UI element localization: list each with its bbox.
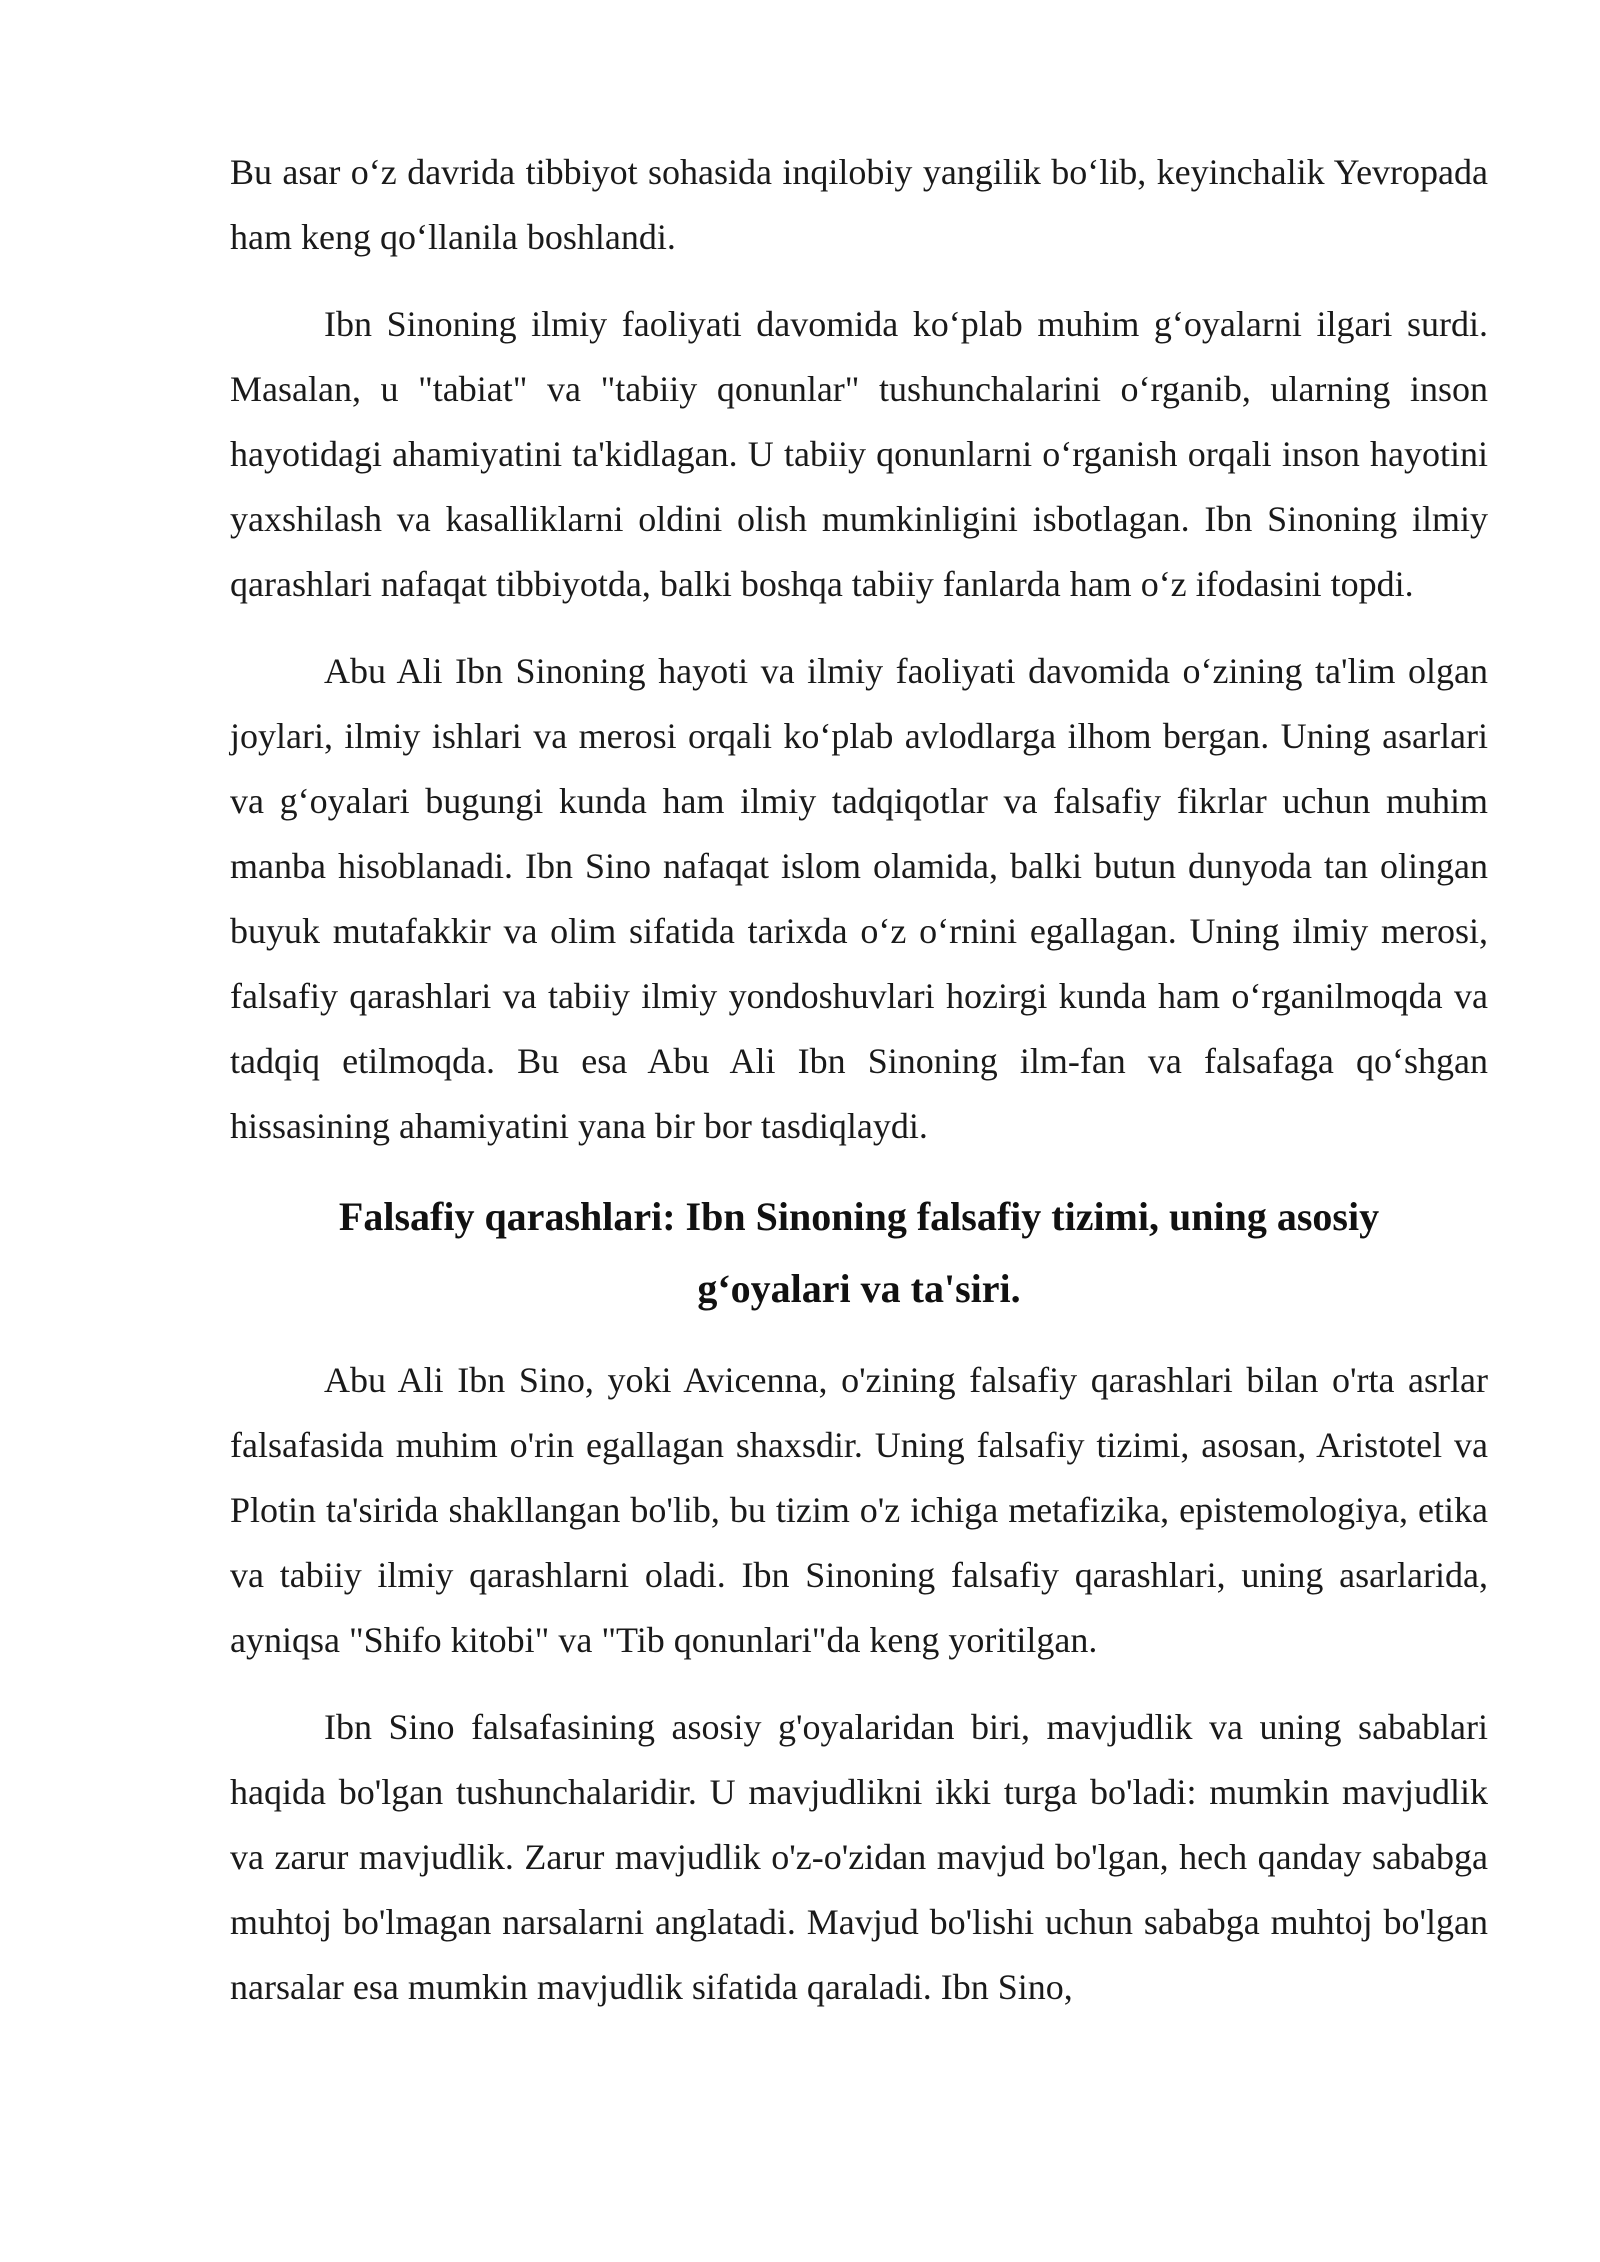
paragraph: Abu Ali Ibn Sino, yoki Avicenna, o'zining falsafiy qarashlari bilan o'rta asrlar falsafasida muhim o'rin egallagan shaxsdir. Uning falsafiy tizimi, asosan, Aristotel va Plotin ta'sirida shakllangan bo'lib, bu tizim o'z ichiga metafizika, epistemologiya, etika va tabiiy ilmiy qarashlarni oladi. Ibn Sinoning falsafiy qarashlari, uning asarlarida, ayniqsa "Shifo kitobi" va "Tib qonunlari"da keng yoritilgan.: [230, 1360, 1488, 1660]
section-heading-line-1: Falsafiy qarashlari: Ibn Sinoning falsafiy tizimi, uning asosiy: [338, 1194, 1380, 1239]
section-heading-line-2: g‘oyalari va ta'siri.: [697, 1266, 1021, 1311]
paragraph: Ibn Sino falsafasining asosiy g'oyalaridan biri, mavjudlik va uning sabablari haqida bo'lgan tushunchalaridir. U mavjudlikni ikki turga bo'ladi: mumkin mavjudlik va zarur mavjudlik. Zarur mavjudlik o'z-o'zidan mavjud bo'lgan, hech qanday sababga muhtoj bo'lmagan narsalarni anglatadi. Mavjud bo'lishi uchun sababga muhtoj bo'lgan narsalar esa mumkin mavjudlik sifatida qaraladi. Ibn Sino,: [230, 1707, 1488, 2007]
section-heading: [230, 1181, 1488, 1325]
paragraph: Bu asar o‘z davrida tibbiyot sohasida inqilobiy yangilik bo‘lib, keyinchalik Yevropada ham keng qo‘llanila boshlandi.: [230, 152, 1488, 257]
document-page: [230, 140, 1488, 2042]
paragraph: Ibn Sinoning ilmiy faoliyati davomida ko‘plab muhim g‘oyalarni ilgari surdi. Masalan, u "tabiat" va "tabiiy qonunlar" tushunchalarini o‘rganib, ularning inson hayotidagi ahamiyatini ta'kidlagan. U tabiiy qonunlarni o‘rganish orqali inson hayotini yaxshilash va kasalliklarni oldini olish mumkinligini isbotlagan. Ibn Sinoning ilmiy qarashlari nafaqat tibbiyotda, balki boshqa tabiiy fanlarda ham o‘z ifodasini topdi.: [230, 304, 1488, 604]
paragraph: Abu Ali Ibn Sinoning hayoti va ilmiy faoliyati davomida o‘zining ta'lim olgan joylari, ilmiy ishlari va merosi orqali ko‘plab avlodlarga ilhom bergan. Uning asarlari va g‘oyalari bugungi kunda ham ilmiy tadqiqotlar va falsafiy fikrlar uchun muhim manba hisoblanadi. Ibn Sino nafaqat islom olamida, balki butun dunyoda tan olingan buyuk mutafakkir va olim sifatida tarixda o‘z o‘rnini egallagan. Uning ilmiy merosi, falsafiy qarashlari va tabiiy ilmiy yondoshuvlari hozirgi kunda ham o‘rganilmoqda va tadqiq etilmoqda. Bu esa Abu Ali Ibn Sinoning ilm-fan va falsafaga qo‘shgan hissasining ahamiyatini yana bir bor tasdiqlaydi.: [230, 651, 1488, 1146]
